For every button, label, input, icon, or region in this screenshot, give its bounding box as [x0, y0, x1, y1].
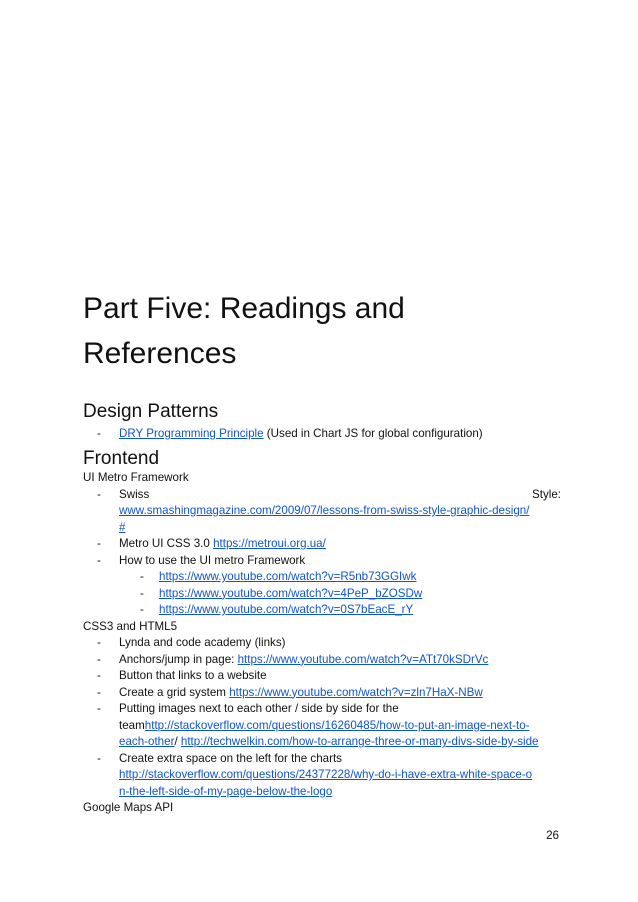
- bullet-dash: -: [97, 487, 101, 501]
- list-item: [83, 751, 561, 801]
- grid-text: Create a grid system: [119, 685, 230, 699]
- metro-css-text: Metro UI CSS 3.0: [119, 537, 214, 550]
- list-item: [83, 602, 561, 619]
- grid-youtube-link[interactable]: https://www.youtube.com/watch?v=zln7HaX-NBw: [229, 685, 483, 699]
- list-item: [83, 536, 561, 553]
- list-item: [83, 685, 561, 702]
- smashing-magazine-link-hash[interactable]: #: [119, 520, 126, 534]
- list-item: [83, 553, 561, 570]
- bullet-dash: -: [97, 751, 101, 765]
- bullet-dash: -: [140, 603, 144, 616]
- button-text: Button that links to a website: [119, 669, 267, 682]
- stackoverflow-space-link-cont[interactable]: n-the-left-side-of-my-page-below-the-logo: [119, 784, 333, 798]
- anchors-youtube-link[interactable]: https://www.youtube.com/watch?v=ATt70kSDrVc: [237, 652, 489, 666]
- bullet-dash: -: [97, 685, 101, 699]
- how-to-text: How to use the UI metro Framework: [119, 553, 306, 567]
- extra-space-text: Create extra space on the left for the charts: [119, 751, 342, 765]
- techwelkin-link[interactable]: http://techwelkin.com/how-to-arrange-three-or-many-divs-side-by-side: [180, 735, 539, 748]
- bullet-dash: -: [140, 570, 144, 583]
- list-item: [83, 426, 561, 443]
- swiss-word: Swiss: [119, 487, 150, 501]
- bullet-dash: -: [140, 586, 144, 600]
- images-text: Putting images next to each other / side by side for the: [119, 702, 399, 715]
- bullet-dash: -: [97, 537, 101, 550]
- stackoverflow-space-link[interactable]: http://stackoverflow.com/questions/24377228/why-do-i-have-extra-white-space-o: [119, 768, 533, 781]
- ui-metro-label: UI Metro Framework: [83, 471, 189, 484]
- stackoverflow-images-link-cont[interactable]: each-other: [119, 735, 175, 748]
- dry-principle-link[interactable]: DRY Programming Principle: [119, 427, 264, 440]
- bullet-dash: -: [97, 702, 101, 715]
- heading-frontend: Frontend: [83, 448, 160, 469]
- list-item: [83, 586, 561, 603]
- document-page: [83, 0, 561, 902]
- style-word: Style:: [532, 487, 561, 501]
- team-text: team: [119, 718, 145, 732]
- bullet-dash: -: [97, 636, 101, 649]
- anchors-text: Anchors/jump in page:: [119, 652, 238, 666]
- section-title: Part Five: Readings and References: [83, 292, 405, 370]
- smashing-magazine-link[interactable]: www.smashingmagazine.com/2009/07/lessons-from-swiss-style-graphic-design/: [119, 504, 530, 517]
- lynda-text: Lynda and code academy (links): [119, 636, 286, 649]
- google-maps-label: Google Maps API: [83, 801, 174, 814]
- bullet-dash: -: [97, 652, 101, 666]
- metroui-link[interactable]: https://metroui.org.ua/: [213, 537, 326, 550]
- page-number: 26: [546, 829, 559, 842]
- list-item-text: (Used in Chart JS for global configuration): [263, 427, 483, 440]
- list-item: [83, 701, 561, 751]
- list-item: [83, 652, 561, 669]
- list-item: [83, 569, 561, 586]
- youtube-link[interactable]: https://www.youtube.com/watch?v=R5nb73GGIwk: [159, 570, 417, 583]
- separator-text: /: [174, 735, 181, 748]
- heading-design-patterns: Design Patterns: [83, 401, 219, 422]
- css3-label: CSS3 and HTML5: [83, 619, 178, 633]
- design-patterns-list: [83, 426, 561, 443]
- bullet-dash: -: [97, 553, 101, 567]
- list-item: [83, 635, 561, 652]
- stackoverflow-images-link[interactable]: http://stackoverflow.com/questions/16260485/how-to-put-an-image-next-to-: [144, 718, 530, 732]
- youtube-link[interactable]: https://www.youtube.com/watch?v=0S7bEacE_rY: [159, 603, 414, 616]
- youtube-link[interactable]: https://www.youtube.com/watch?v=4PeP_bZOSDw: [159, 586, 423, 600]
- list-item: [83, 487, 561, 537]
- frontend-list: [83, 470, 561, 817]
- list-item: [83, 668, 561, 685]
- bullet-dash: -: [97, 669, 101, 682]
- bullet-dash: -: [97, 427, 101, 440]
